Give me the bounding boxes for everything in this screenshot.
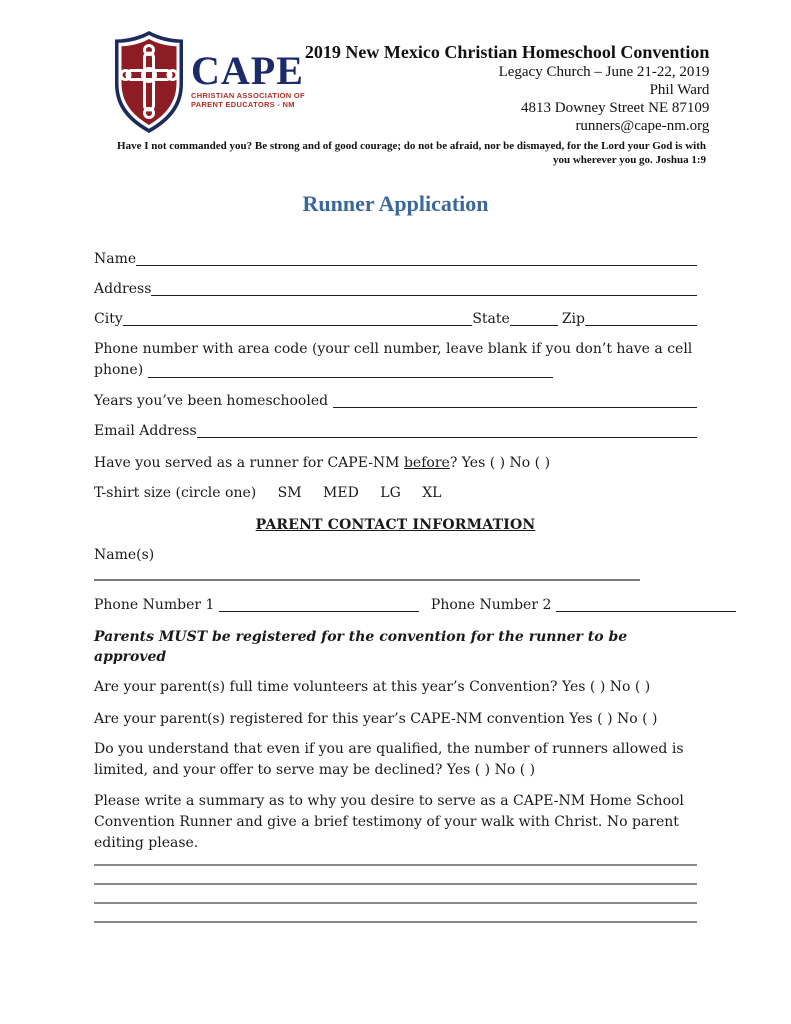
years-homeschooled-row [94,391,697,411]
understand-question-line2: limited, and your offer to serve may be declined? Yes ( ) No ( ) [94,762,536,778]
state-label: State [472,311,510,327]
contact-address: 4813 Downey Street NE 87109 [521,100,710,116]
phone-label-line2 [94,360,697,381]
org-name-line2: PARENT EDUCATORS - NM [191,100,295,109]
email-row [94,421,697,441]
phone-input-line[interactable] [148,377,553,378]
state-input-line[interactable] [510,325,558,326]
registration-notice: Parents MUST be registered for the convention for the runner to be approved [94,629,628,665]
cape-wordmark [191,48,305,109]
cape-acronym: CAPE [191,48,304,93]
summary-instructions-line1: Please write a summary as to why you desire to serve as a CAPE-NM Home School [94,793,684,809]
served-question-underlined-word: before [403,455,450,471]
summary-instructions-line2: Convention Runner and give a brief testimony of your walk with Christ. No parent [94,814,679,830]
summary-writing-line-4[interactable] [94,921,697,923]
verse-line-1: Have I not commanded you? Be strong and of good courage; do not be afraid, nor be dismayed, for the Lord your God is with [117,140,706,152]
summary-instructions-line3: editing please. [94,835,199,851]
contact-email: runners@cape-nm.org [575,118,710,134]
years-homeschooled-label: Years you’ve been homeschooled [94,393,333,409]
city-state-zip-row [94,309,697,329]
verse-line-2: you wherever you go. Joshua 1:9 [553,154,706,166]
parent-contact-heading: PARENT CONTACT INFORMATION [255,517,536,533]
scripture-verse [94,139,706,167]
phone2-input-line[interactable] [556,611,736,612]
phone1-label: Phone Number 1 [94,597,219,613]
summary-writing-area [94,864,697,923]
volunteers-question: Are your parent(s) full time volunteers at this year’s Convention? Yes ( ) No ( ) [94,679,651,695]
address-label: Address [94,281,152,297]
address-row [94,279,697,299]
phone-label-line1: Phone number with area code (your cell number, leave blank if you don’t have a cell [94,341,693,357]
served-before-question [94,453,697,473]
phone-label: phone) [94,362,148,378]
summary-instructions [94,791,697,854]
zip-input-line[interactable] [585,325,697,326]
name-label: Name [94,251,137,267]
zip-label: Zip [561,311,585,327]
phone2-label: Phone Number 2 [430,597,556,613]
summary-writing-line-2[interactable] [94,883,697,885]
event-info-block [305,28,709,135]
summary-writing-line-1[interactable] [94,864,697,866]
parent-phones-row [94,595,667,615]
city-label: City [94,311,123,327]
tshirt-size-option-sm[interactable]: SM [277,485,302,501]
summary-writing-line-3[interactable] [94,902,697,904]
address-input-line[interactable] [151,295,697,296]
cape-logo [112,28,305,135]
org-name-line1: CHRISTIAN ASSOCIATION OF [191,91,305,100]
contact-name: Phil Ward [649,82,710,98]
name-row [94,249,697,269]
event-venue-date: Legacy Church – June 21-22, 2019 [498,64,710,80]
email-input-line[interactable] [197,437,697,438]
tshirt-size-option-xl[interactable]: XL [422,485,442,501]
cape-shield-icon [112,30,186,134]
form-title: Runner Application [302,191,489,216]
registered-question: Are your parent(s) registered for this year’s CAPE-NM convention Yes ( ) No ( ) [94,711,658,727]
tshirt-size-label: T-shirt size (circle one) [94,485,257,501]
tshirt-size-option-med[interactable]: MED [323,485,359,501]
parent-names-label: Name(s) [94,547,155,563]
understand-question-line1: Do you understand that even if you are qualified, the number of runners allowed is [94,741,684,757]
parent-names-input-line[interactable] [94,579,640,581]
phone1-input-line[interactable] [219,611,419,612]
name-input-line[interactable] [136,265,697,266]
email-label: Email Address [94,423,197,439]
tshirt-size-row [94,483,697,503]
event-title: 2019 New Mexico Christian Homeschool Convention [304,42,710,62]
city-input-line[interactable] [123,325,473,326]
years-homeschooled-input-line[interactable] [333,407,697,408]
understand-question [94,739,697,781]
letterhead [0,0,791,135]
served-question-yes-no: ? Yes ( ) No ( ) [449,455,551,471]
served-question-prefix: Have you served as a runner for CAPE-NM [94,455,404,471]
phone-field-block [94,339,697,381]
tshirt-size-option-lg[interactable]: LG [380,485,401,501]
